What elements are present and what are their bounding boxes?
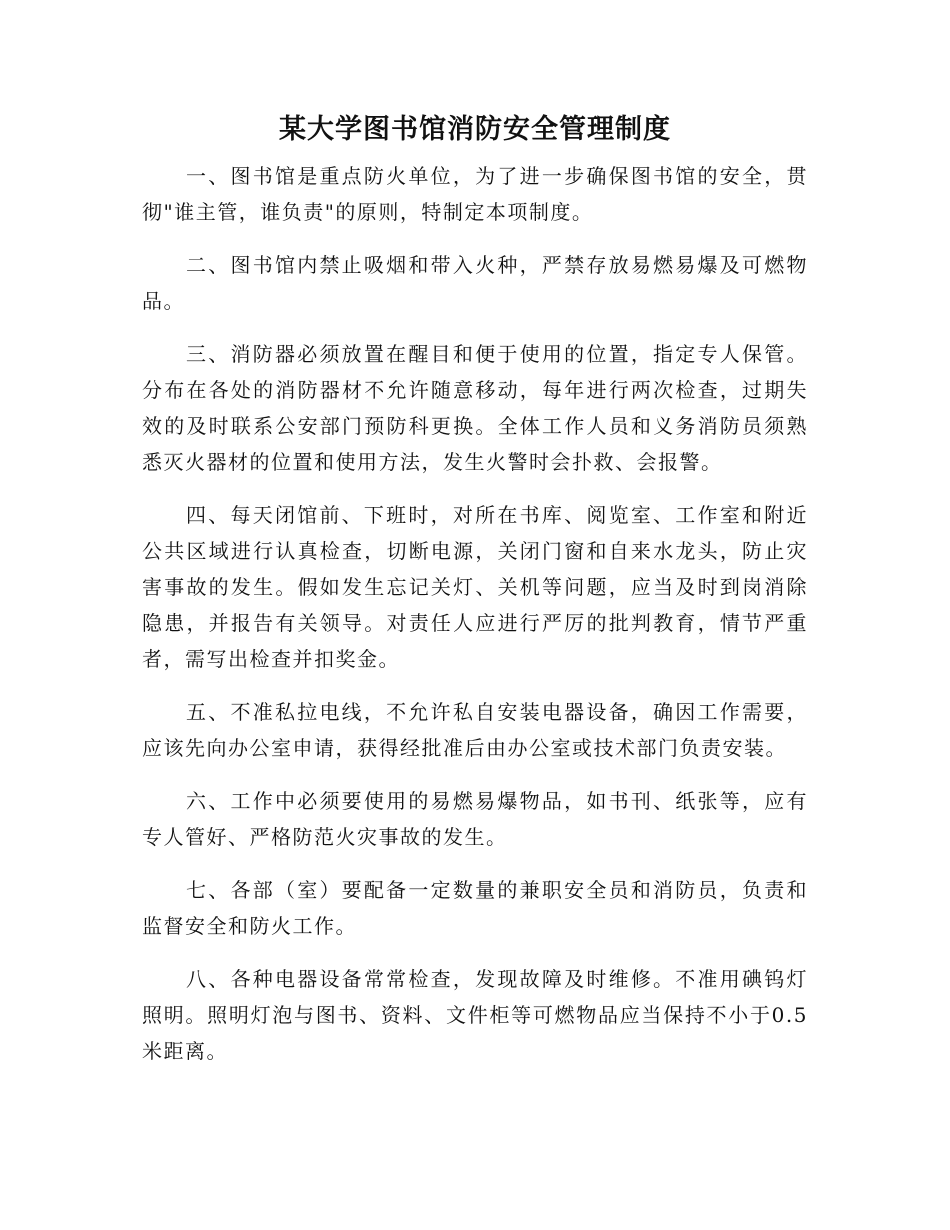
paragraph-4: 四、每天闭馆前、下班时，对所在书库、阅览室、工作室和附近公共区域进行认真检查，切断电源，关闭门窗和自来水龙头，防止灾害事故的发生。假如发生忘记关灯、关机等问题，应当及时到岗消除隐患，并报告有关领导。对责任人应进行严厉的批判教育，情节严重者，需写出检查并扣奖金。 [142,503,808,671]
paragraph-6: 六、工作中必须要使用的易燃易爆物品，如书刊、纸张等，应有专人管好、严格防范火灾事故的发生。 [142,789,808,849]
paragraph-3: 三、消防器必须放置在醒目和便于使用的位置，指定专人保管。分布在各处的消防器材不允许随意移动，每年进行两次检查，过期失效的及时联系公安部门预防科更换。全体工作人员和义务消防员须熟悉灭火器材的位置和使用方法，发生火警时会扑救、会报警。 [142,342,808,474]
paragraph-1: 一、图书馆是重点防火单位，为了进一步确保图书馆的安全，贯彻"谁主管，谁负责"的原则，特制定本项制度。 [142,164,808,224]
document-title: 某大学图书馆消防安全管理制度 [279,114,671,145]
paragraph-5: 五、不准私拉电线，不允许私自安装电器设备，确因工作需要，应该先向办公室申请，获得经批准后由办公室或技术部门负责安装。 [142,700,808,760]
paragraph-7: 七、各部（室）要配备一定数量的兼职安全员和消防员，负责和监督安全和防火工作。 [142,878,808,938]
paragraph-2: 二、图书馆内禁止吸烟和带入火种，严禁存放易燃易爆及可燃物品。 [142,253,808,313]
document-page [142,108,808,1086]
paragraph-8: 八、各种电器设备常常检查，发现故障及时维修。不准用碘钨灯照明。照明灯泡与图书、资料、文件柜等可燃物品应当保持不小于0.5米距离。 [142,967,808,1063]
